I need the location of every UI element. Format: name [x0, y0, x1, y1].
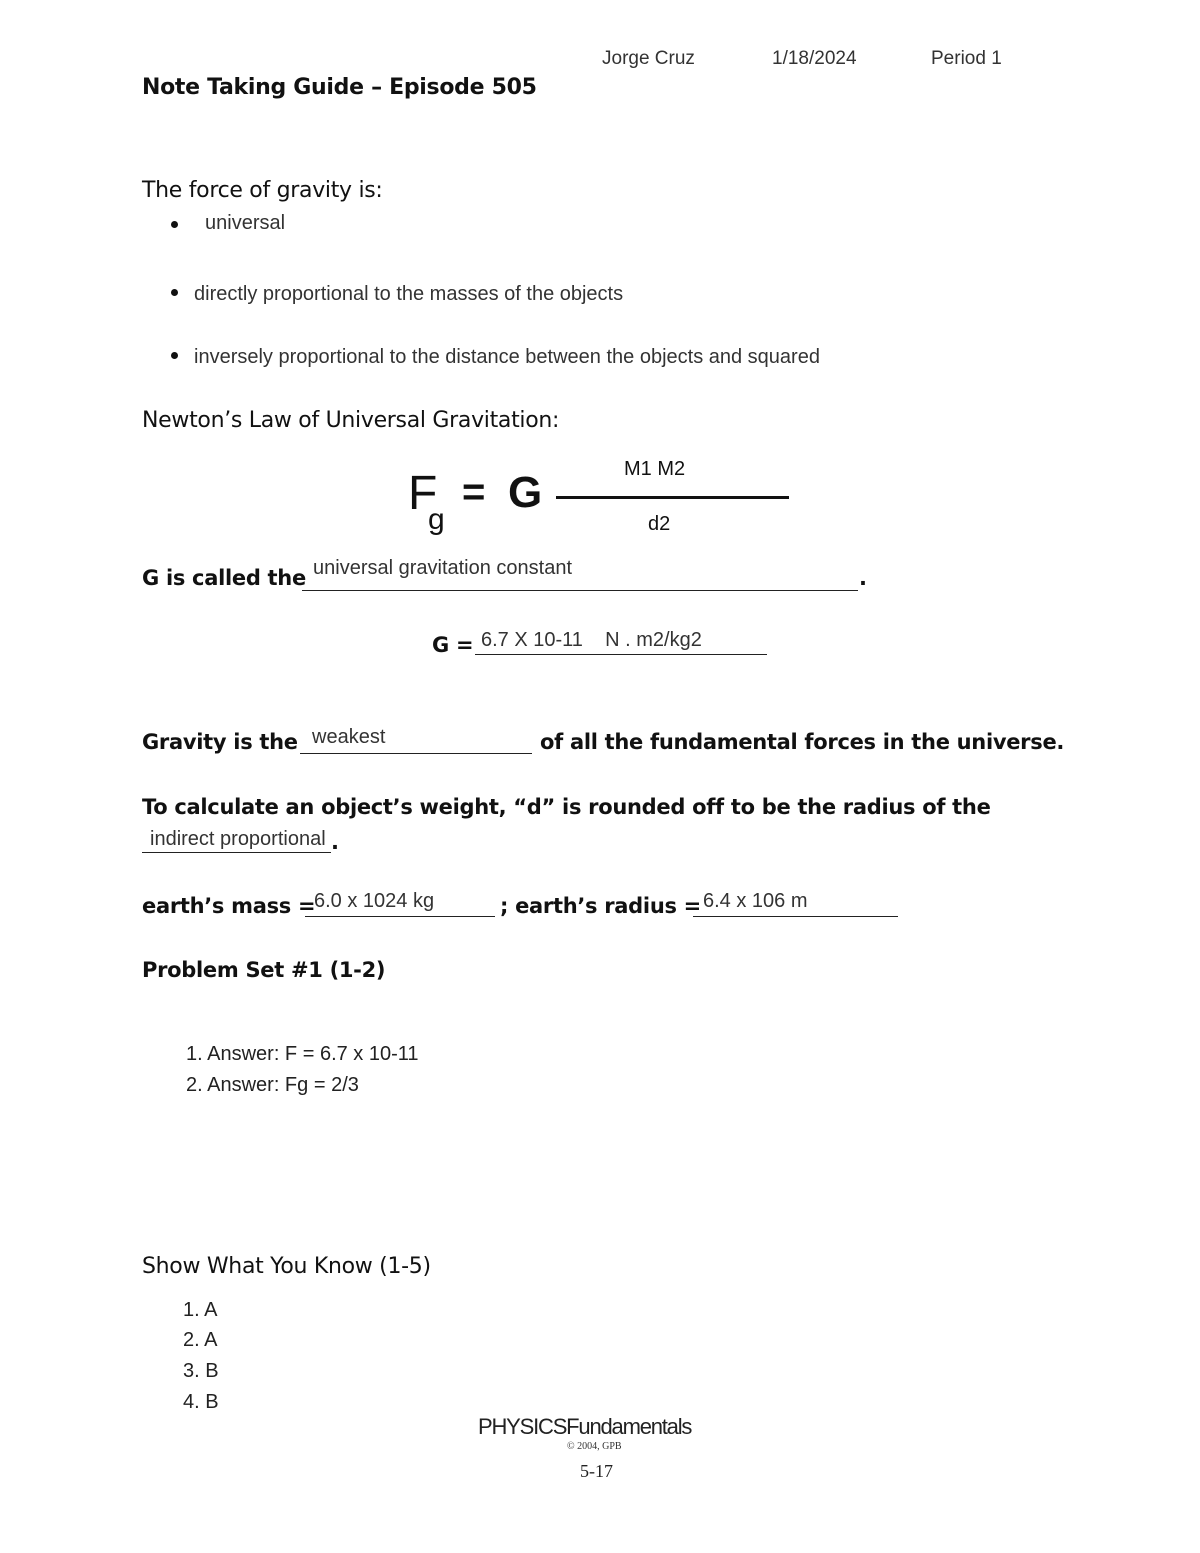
problem-answer-1: 1. Answer: F = 6.7 x 10-11: [186, 1043, 419, 1065]
formula-denominator: d2: [648, 513, 671, 535]
gravity-bullet-2: directly proportional to the masses of the objects: [194, 283, 624, 305]
formula-numerator: M1 M2: [624, 458, 686, 480]
bullet-dot: [171, 289, 178, 296]
show-what-answer-4: 4. B: [183, 1391, 219, 1413]
earth-radius-label: ; earth’s radius =: [500, 894, 701, 918]
earth-mass-value: 6.0 x 1024 kg: [314, 890, 435, 912]
student-name: Jorge Cruz: [602, 48, 695, 69]
weakest-suffix: of all the fundamental forces in the universe.: [540, 730, 1065, 754]
earth-mass-label: earth’s mass =: [142, 894, 316, 918]
weight-suffix: .: [331, 830, 339, 854]
g-value-prefix: G =: [432, 633, 474, 657]
gravity-heading: The force of gravity is:: [142, 178, 383, 203]
formula-f: F: [408, 467, 438, 520]
gravity-bullet-1: universal: [205, 212, 286, 234]
show-what-answer-3: 3. B: [183, 1360, 219, 1382]
formula-equals: =: [462, 470, 486, 514]
show-what-answer-2: 2. A: [183, 1329, 218, 1351]
weight-answer: indirect proportional: [150, 828, 326, 850]
problem-answer-2: 2. Answer: Fg = 2/3: [186, 1074, 359, 1096]
problem-set-heading: Problem Set #1 (1-2): [142, 958, 386, 982]
weight-sentence: To calculate an object’s weight, “d” is rounded off to be the radius of the: [142, 795, 991, 819]
show-what-answer-1: 1. A: [183, 1299, 218, 1321]
formula-g: G: [508, 468, 543, 517]
g-value-blank: [475, 654, 767, 655]
gravity-bullet-3: inversely proportional to the distance between the objects and squared: [194, 346, 820, 368]
page-title: Note Taking Guide – Episode 505: [142, 75, 537, 100]
date: 1/18/2024: [772, 48, 857, 69]
newton-heading: Newton’s Law of Universal Gravitation:: [142, 408, 560, 433]
g-value-answer: 6.7 X 10-11 N . m2/kg2: [481, 629, 702, 651]
show-what-heading: Show What You Know (1-5): [142, 1254, 431, 1279]
g-called-prefix: G is called the: [142, 566, 306, 590]
weight-blank: [142, 852, 331, 853]
bullet-dot: [171, 352, 178, 359]
footer-brand: PHYSICSFundamentals: [478, 1414, 692, 1439]
g-called-suffix: .: [859, 566, 867, 590]
earth-radius-blank: [693, 916, 898, 917]
bullet-dot: [171, 221, 178, 228]
page-number: 5-17: [580, 1461, 613, 1481]
period: Period 1: [931, 48, 1002, 69]
g-called-blank: [302, 590, 858, 591]
earth-radius-value: 6.4 x 106 m: [703, 890, 808, 912]
formula-f-subscript: g: [428, 503, 445, 536]
footer-copyright: © 2004, GPB: [567, 1441, 622, 1452]
weakest-answer: weakest: [312, 726, 386, 748]
g-called-answer: universal gravitation constant: [313, 557, 573, 579]
weakest-blank: [300, 753, 532, 754]
fraction-bar: [556, 496, 789, 499]
weakest-prefix: Gravity is the: [142, 730, 298, 754]
earth-mass-blank: [305, 916, 495, 917]
